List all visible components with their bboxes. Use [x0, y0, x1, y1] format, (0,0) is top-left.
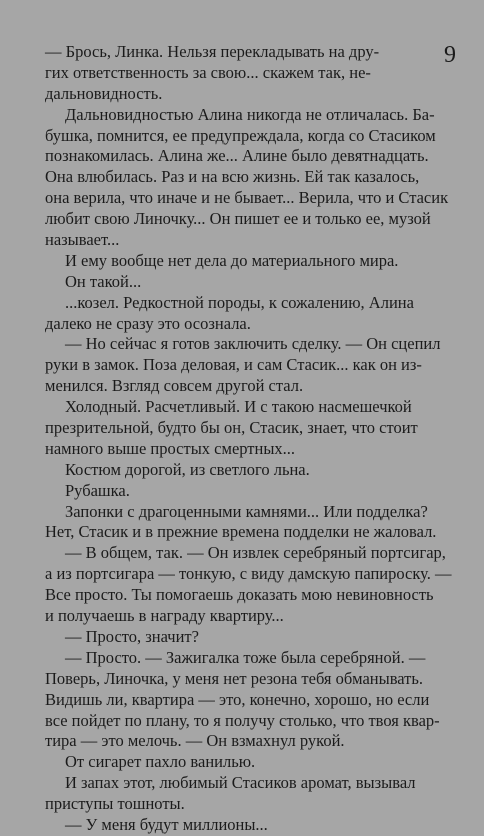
text-line: менился. Взгляд совсем другой стал. — [45, 376, 304, 396]
text-line: намного выше простых смертных... — [45, 438, 296, 458]
text-line: От сигарет пахло ванилью. — [65, 752, 256, 772]
text-line: Видишь ли, квартира — это, конечно, хорошо, но если — [45, 689, 430, 709]
text-line: любит свою Линочку... Он пишет ее и только ее, музой — [45, 209, 431, 229]
text-line: — У меня будут миллионы... — [65, 814, 268, 834]
text-line: познакомилась. Алина же... Алине было девятнадцать. — [45, 146, 429, 166]
text-line: — В общем, так. — Он извлек серебряный портсигар, — [65, 543, 446, 563]
text-line: она верила, что иначе и не бывает... Верила, что и Стасик — [45, 188, 449, 208]
text-line: — Но сейчас я готов заключить сделку. — Он сцепил — [65, 334, 441, 354]
text-line: тира — это мелочь. — Он взмахнул рукой. — [45, 731, 345, 751]
text-line: Холодный. Расчетливый. И с такою насмешечкой — [65, 397, 412, 417]
text-line: — Просто, значит? — [65, 626, 199, 646]
body-text — [45, 42, 459, 836]
text-line: и получаешь в награду квартиру... — [45, 606, 284, 626]
text-line: приступы тошноты. — [45, 794, 185, 814]
text-line: Все просто. Ты помогаешь доказать мою невиновность — [45, 585, 434, 605]
text-line: гих ответственность за свою... скажем так, не- — [45, 62, 371, 82]
text-line: далеко не сразу это осознала. — [45, 313, 251, 333]
text-line: — Брось, Линка. Нельзя перекладывать на дру- — [45, 42, 380, 61]
text-line: все пойдет по плану, то я получу столько, что твоя квар- — [45, 710, 440, 730]
text-line: Запонки с драгоценными камнями... Или подделка? — [65, 501, 428, 521]
text-line: ...козел. Редкостной породы, к сожалению, Алина — [65, 292, 414, 312]
text-line: Поверь, Линочка, у меня нет резона тебя обманывать. — [45, 668, 424, 688]
text-line: бушка, помнится, ее предупреждала, когда со Стасиком — [45, 125, 436, 145]
text-line: Рубашка. — [65, 480, 130, 500]
text-line: называет... — [45, 230, 120, 250]
text-line: — Просто. — Зажигалка тоже была серебряной. — — [65, 647, 426, 667]
page-number: 9 — [444, 42, 456, 68]
text-line: дальновидность. — [45, 83, 163, 103]
text-line: Она влюбилась. Раз и на всю жизнь. Ей так казалось, — [45, 167, 420, 187]
text-line: Он такой... — [65, 271, 142, 291]
text-line: презрительной, будто бы он, Стасик, знает, что стоит — [45, 418, 418, 438]
text-line: И запах этот, любимый Стасиков аромат, вызывал — [65, 773, 416, 793]
text-line: Костюм дорогой, из светлого льна. — [65, 459, 310, 479]
text-line: а из портсигара — тонкую, с виду дамскую папироску. — — [45, 564, 452, 584]
text-line: Нет, Стасик и в прежние времена подделки не жаловал. — [45, 522, 437, 542]
text-line: И ему вообще нет дела до материального мира. — [65, 250, 399, 270]
text-line: Дальновидностью Алина никогда не отличалась. Ба- — [65, 104, 435, 124]
text-line: руки в замок. Поза деловая, и сам Стасик... как он из- — [45, 355, 422, 375]
